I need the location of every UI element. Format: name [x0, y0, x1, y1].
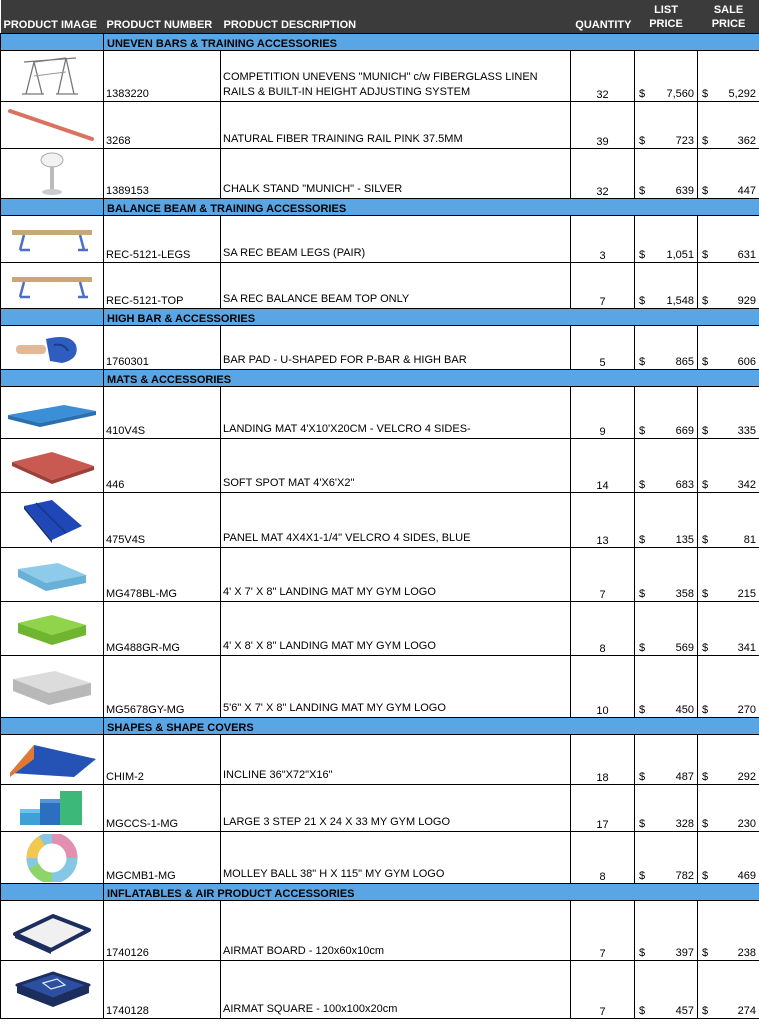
sale-price: $ 292 [698, 735, 759, 785]
quantity: 17 [571, 785, 635, 832]
list-price: $ 569 [635, 602, 698, 656]
product-number: 1740126 [104, 901, 221, 961]
blue-landing-mat-icon [12, 555, 92, 595]
product-description: SOFT SPOT MAT 4'X6'X2" [221, 439, 571, 493]
product-number: 1383220 [104, 51, 221, 102]
product-number: 446 [104, 439, 221, 493]
list-price: $ 1,051 [635, 216, 698, 263]
product-description: LANDING MAT 4'X10'X20CM - VELCRO 4 SIDES- [221, 387, 571, 439]
airmat-board-icon [7, 906, 97, 956]
product-description: 4' X 8' X 8" LANDING MAT MY GYM LOGO [221, 602, 571, 656]
product-image-cell [1, 961, 104, 1019]
sale-price: $ 342 [698, 439, 759, 493]
quantity: 5 [571, 326, 635, 370]
list-price: $ 397 [635, 901, 698, 961]
table-row [1, 263, 759, 309]
product-number: MG478BL-MG [104, 548, 221, 602]
training-rail-icon [4, 105, 100, 145]
category-label: INFLATABLES & AIR PRODUCT ACCESSORIES [104, 884, 759, 901]
product-number: MGCCS-1-MG [104, 785, 221, 832]
balance-beam-icon [4, 269, 100, 303]
header-list-price: LIST PRICE [635, 0, 698, 34]
quantity: 7 [571, 548, 635, 602]
table-row [1, 735, 759, 785]
product-number: REC-5121-TOP [104, 263, 221, 309]
sale-price: $ 215 [698, 548, 759, 602]
list-price: $ 457 [635, 961, 698, 1019]
quantity: 7 [571, 263, 635, 309]
quantity: 8 [571, 602, 635, 656]
list-price: $ 723 [635, 102, 698, 149]
header-product-description: PRODUCT DESCRIPTION [221, 0, 571, 34]
quantity: 7 [571, 961, 635, 1019]
product-description: AIRMAT BOARD - 120x60x10cm [221, 901, 571, 961]
table-row [1, 51, 759, 102]
quantity: 13 [571, 493, 635, 548]
list-price: $ 487 [635, 735, 698, 785]
quantity: 32 [571, 51, 635, 102]
sale-price: $ 230 [698, 785, 759, 832]
category-row [1, 199, 759, 216]
product-description: INCLINE 36"X72"X16" [221, 735, 571, 785]
quantity: 8 [571, 832, 635, 884]
product-image-cell [1, 326, 104, 370]
table-row [1, 493, 759, 548]
product-number: 3268 [104, 102, 221, 149]
sale-price: $ 447 [698, 149, 759, 199]
product-description: BAR PAD - U-SHAPED FOR P-BAR & HIGH BAR [221, 326, 571, 370]
product-image-cell [1, 216, 104, 263]
header-sale-price: SALE PRICE [698, 0, 759, 34]
product-image-cell [1, 548, 104, 602]
list-price: $ 639 [635, 149, 698, 199]
header-row [1, 0, 759, 34]
airmat-square-icon [7, 965, 97, 1015]
category-row [1, 884, 759, 901]
sale-price: $ 274 [698, 961, 759, 1019]
product-description: LARGE 3 STEP 21 X 24 X 33 MY GYM LOGO [221, 785, 571, 832]
product-description: NATURAL FIBER TRAINING RAIL PINK 37.5MM [221, 102, 571, 149]
sale-price: $ 270 [698, 656, 759, 718]
quantity: 32 [571, 149, 635, 199]
balance-beam-icon [4, 222, 100, 256]
product-image-cell [1, 656, 104, 718]
product-number: MG488GR-MG [104, 602, 221, 656]
product-number: 1740128 [104, 961, 221, 1019]
product-image-cell [1, 901, 104, 961]
sale-price: $ 238 [698, 901, 759, 961]
product-number: 1389153 [104, 149, 221, 199]
product-image-cell [1, 149, 104, 199]
product-description: 4' X 7' X 8" LANDING MAT MY GYM LOGO [221, 548, 571, 602]
table-row [1, 961, 759, 1019]
molley-ball-icon [22, 834, 82, 882]
panel-mat-icon [12, 496, 92, 544]
product-description: SA REC BALANCE BEAM TOP ONLY [221, 263, 571, 309]
category-label: BALANCE BEAM & TRAINING ACCESSORIES [104, 199, 759, 216]
list-price: $ 135 [635, 493, 698, 548]
table-row [1, 832, 759, 884]
table-row [1, 656, 759, 718]
product-image-cell [1, 387, 104, 439]
product-number: MG5678GY-MG [104, 656, 221, 718]
product-image-cell [1, 493, 104, 548]
category-row [1, 309, 759, 326]
category-label: HIGH BAR & ACCESSORIES [104, 309, 759, 326]
sale-price: $ 929 [698, 263, 759, 309]
category-row [1, 370, 759, 387]
list-price: $ 1,548 [635, 263, 698, 309]
table-row [1, 439, 759, 493]
list-price: $ 683 [635, 439, 698, 493]
bar-pad-icon [12, 329, 92, 367]
product-image-cell [1, 263, 104, 309]
product-description: 5'6" X 7' X 8" LANDING MAT MY GYM LOGO [221, 656, 571, 718]
header-quantity: QUANTITY [571, 0, 635, 34]
sale-price: $ 469 [698, 832, 759, 884]
quantity: 9 [571, 387, 635, 439]
table-row [1, 901, 759, 961]
product-description: COMPETITION UNEVENS "MUNICH" c/w FIBERGLASS LINEN RAILS & BUILT-IN HEIGHT ADJUSTING SYSTEM [221, 51, 571, 102]
list-price: $ 669 [635, 387, 698, 439]
landing-mat-icon [4, 393, 100, 433]
chalk-stand-icon [22, 151, 82, 197]
product-number: 410V4S [104, 387, 221, 439]
category-row [1, 34, 759, 51]
product-description: PANEL MAT 4X4X1-1/4" VELCRO 4 SIDES, BLUE [221, 493, 571, 548]
product-number: 475V4S [104, 493, 221, 548]
list-price: $ 450 [635, 656, 698, 718]
category-label: UNEVEN BARS & TRAINING ACCESSORIES [104, 34, 759, 51]
list-price: $ 782 [635, 832, 698, 884]
table-row [1, 785, 759, 832]
incline-mat-icon [4, 739, 100, 781]
sale-price: $ 5,292 [698, 51, 759, 102]
table-row [1, 387, 759, 439]
quantity: 7 [571, 901, 635, 961]
product-description: CHALK STAND "MUNICH" - SILVER [221, 149, 571, 199]
quantity: 39 [571, 102, 635, 149]
table-row [1, 102, 759, 149]
product-number: REC-5121-LEGS [104, 216, 221, 263]
product-image-cell [1, 735, 104, 785]
sale-price: $ 362 [698, 102, 759, 149]
sale-price: $ 341 [698, 602, 759, 656]
uneven-bars-icon [4, 54, 100, 98]
table-row [1, 326, 759, 370]
table-row [1, 216, 759, 263]
product-image-cell [1, 439, 104, 493]
quantity: 3 [571, 216, 635, 263]
sale-price: $ 631 [698, 216, 759, 263]
table-row [1, 149, 759, 199]
product-description: MOLLEY BALL 38" H X 115" MY GYM LOGO [221, 832, 571, 884]
header-product-image: PRODUCT IMAGE [1, 0, 104, 34]
gray-landing-mat-icon [7, 663, 97, 711]
quantity: 18 [571, 735, 635, 785]
green-landing-mat-icon [12, 607, 92, 651]
category-label: SHAPES & SHAPE COVERS [104, 718, 759, 735]
product-number: 1760301 [104, 326, 221, 370]
product-number: MGCMB1-MG [104, 832, 221, 884]
product-description: AIRMAT SQUARE - 100x100x20cm [221, 961, 571, 1019]
quantity: 10 [571, 656, 635, 718]
product-image-cell [1, 602, 104, 656]
list-price: $ 7,560 [635, 51, 698, 102]
product-number: CHIM-2 [104, 735, 221, 785]
sale-price: $ 606 [698, 326, 759, 370]
product-image-cell [1, 102, 104, 149]
category-row [1, 718, 759, 735]
product-description: SA REC BEAM LEGS (PAIR) [221, 216, 571, 263]
category-label: MATS & ACCESSORIES [104, 370, 759, 387]
header-product-number: PRODUCT NUMBER [104, 0, 221, 34]
sale-price: $ 335 [698, 387, 759, 439]
product-image-cell [1, 51, 104, 102]
table-row [1, 548, 759, 602]
product-image-cell [1, 785, 104, 832]
list-price: $ 358 [635, 548, 698, 602]
step-shape-icon [12, 787, 92, 829]
list-price: $ 865 [635, 326, 698, 370]
product-image-cell [1, 832, 104, 884]
quantity: 14 [571, 439, 635, 493]
soft-spot-mat-icon [6, 444, 98, 488]
sale-price: $ 81 [698, 493, 759, 548]
list-price: $ 328 [635, 785, 698, 832]
table-row [1, 602, 759, 656]
